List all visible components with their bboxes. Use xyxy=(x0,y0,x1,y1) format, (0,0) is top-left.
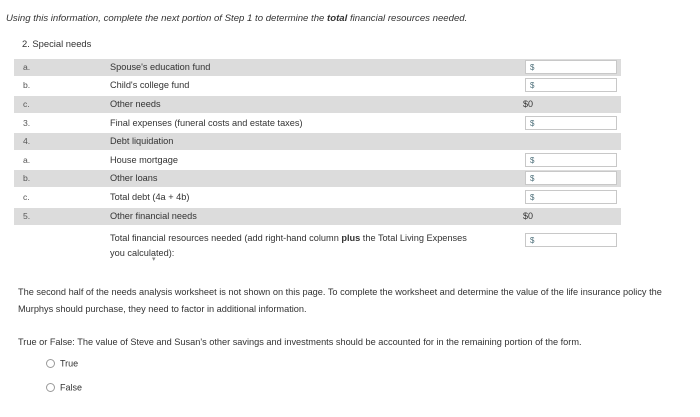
currency-symbol: $ xyxy=(530,156,535,165)
option-label: True xyxy=(60,358,79,369)
cursor-mark-icon: ▾ xyxy=(152,256,156,263)
row-label: Other needs xyxy=(110,99,161,109)
total-resources-input[interactable] xyxy=(525,233,617,247)
total-resources-label xyxy=(110,231,467,261)
row-index: a. xyxy=(23,62,31,72)
row-debt-liquidation xyxy=(14,133,621,150)
final-expenses-input[interactable] xyxy=(525,116,617,130)
house-mortgage-input[interactable] xyxy=(525,153,617,167)
row-total-debt xyxy=(14,189,621,206)
currency-symbol: $ xyxy=(530,119,535,128)
row-index: c. xyxy=(23,192,30,202)
other-loans-input[interactable] xyxy=(525,171,617,185)
spouse-education-input[interactable] xyxy=(525,60,617,74)
row-house-mortgage xyxy=(14,152,621,169)
option-false[interactable] xyxy=(46,382,82,393)
instructions-text-start: Using this information, complete the next portion of Step 1 to determine the xyxy=(6,13,328,24)
radio-icon[interactable] xyxy=(46,359,55,368)
row-label: Other loans xyxy=(110,173,158,183)
row-total-resources xyxy=(14,229,621,261)
option-true[interactable] xyxy=(46,358,78,369)
row-index: b. xyxy=(23,173,31,183)
row-other-loans xyxy=(14,170,621,187)
row-index: 3. xyxy=(23,118,31,128)
row-label: Child's college fund xyxy=(110,80,190,90)
instructions-bold-word: total xyxy=(327,13,348,24)
row-label: House mortgage xyxy=(110,155,178,165)
instructions-text-end: financial resources needed. xyxy=(347,13,468,24)
other-financial-needs-value: $0 xyxy=(523,211,534,221)
child-college-input[interactable] xyxy=(525,78,617,92)
row-final-expenses xyxy=(14,115,621,132)
row-label: Spouse's education fund xyxy=(110,62,211,72)
option-label: False xyxy=(60,382,83,393)
true-false-question: True or False: The value of Steve and Susan's other savings and investments should be accounted for in the remaining portion of the form. xyxy=(18,337,582,347)
row-spouse-education xyxy=(14,59,621,76)
row-other-financial-needs xyxy=(14,208,621,225)
row-index: 5. xyxy=(23,211,31,221)
currency-symbol: $ xyxy=(530,81,535,90)
currency-symbol: $ xyxy=(530,174,535,183)
total-label-end: the Total Living Expenses xyxy=(360,233,467,243)
row-label: Total debt (4a + 4b) xyxy=(110,192,190,202)
instructions-text xyxy=(6,13,467,24)
other-needs-value: $0 xyxy=(523,99,534,109)
total-label-bold: plus xyxy=(341,233,361,243)
row-index: b. xyxy=(23,80,31,90)
row-index: a. xyxy=(23,155,31,165)
section-title: 2. Special needs xyxy=(22,38,92,49)
radio-icon[interactable] xyxy=(46,383,55,392)
row-label: Debt liquidation xyxy=(110,136,174,146)
total-label-start: Total financial resources needed (add right-hand column xyxy=(110,233,342,243)
total-label-line2: you calculated): xyxy=(110,248,175,258)
currency-symbol: $ xyxy=(530,63,535,72)
row-label: Final expenses (funeral costs and estate taxes) xyxy=(110,118,303,128)
row-child-college xyxy=(14,77,621,94)
row-index: 4. xyxy=(23,136,31,146)
currency-symbol: $ xyxy=(530,193,535,202)
row-label: Other financial needs xyxy=(110,211,197,221)
total-debt-input[interactable] xyxy=(525,190,617,204)
currency-symbol: $ xyxy=(530,236,535,245)
info-paragraph: The second half of the needs analysis worksheet is not shown on this page. To complete the worksheet and determine the value of the life insurance policy the Murphys should purchase, they need to factor in additional information. xyxy=(18,287,662,314)
row-index: c. xyxy=(23,99,30,109)
row-other-needs xyxy=(14,96,621,113)
